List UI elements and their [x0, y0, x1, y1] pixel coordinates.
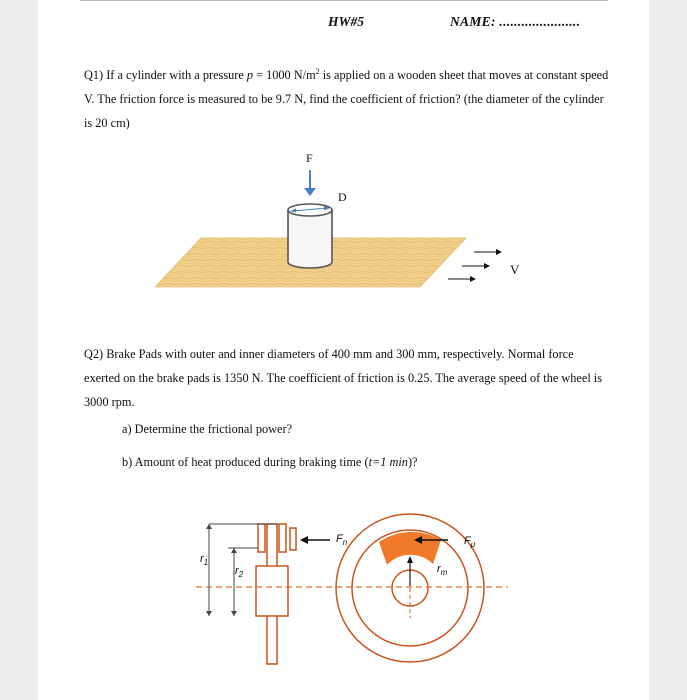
question-2-part-b: b) Amount of heat produced during braking time (t=1 min)?	[122, 455, 418, 469]
fn-label: $F_n$	[336, 533, 348, 547]
rm-arrowhead	[407, 556, 413, 563]
figure-brake	[38, 0, 649, 700]
fn-arrowhead	[300, 536, 308, 544]
velocity-label: V	[510, 262, 520, 277]
diameter-label: D	[338, 190, 347, 204]
r2-label: $r_2$	[235, 565, 244, 579]
r2-arrowhead-top	[231, 548, 237, 553]
left-margin	[0, 0, 38, 700]
brake-disc	[256, 566, 288, 616]
force-label: F	[306, 151, 313, 165]
page-title: HW#5	[328, 14, 365, 29]
fu-label: $F_\mu$	[464, 535, 476, 549]
r1-arrowhead-bottom	[206, 611, 212, 616]
question-2-part-a: a) Determine the frictional power?	[122, 422, 293, 436]
right-margin	[649, 0, 687, 700]
homework-page	[38, 0, 649, 700]
pad-right-2	[290, 528, 296, 550]
name-field: NAME: ......................	[450, 14, 581, 29]
r2-arrowhead-bottom	[231, 611, 237, 616]
question-2: Q2) Brake Pads with outer and inner diameters of 400 mm and 300 mm, respectively. Normal force exerted on the brake pads is 1350 N. The coefficient of friction is 0.25. The average speed of the wheel is 3000 rpm.	[84, 347, 603, 409]
r1-arrowhead-top	[206, 524, 212, 529]
r1-label: $r_1$	[200, 553, 209, 567]
pad-right-1	[279, 524, 286, 552]
rm-label: $r_m$	[437, 563, 448, 577]
question-1: Q1) If a cylinder with a pressure p = 1000 $N/m^2$ is applied on a wooden sheet that moves at constant speed V. The friction force is measured to be 9.7 N, find the coefficient of friction? (the diameter of the cylinder is 20 cm)	[84, 67, 609, 131]
pad-left-1	[258, 524, 265, 552]
